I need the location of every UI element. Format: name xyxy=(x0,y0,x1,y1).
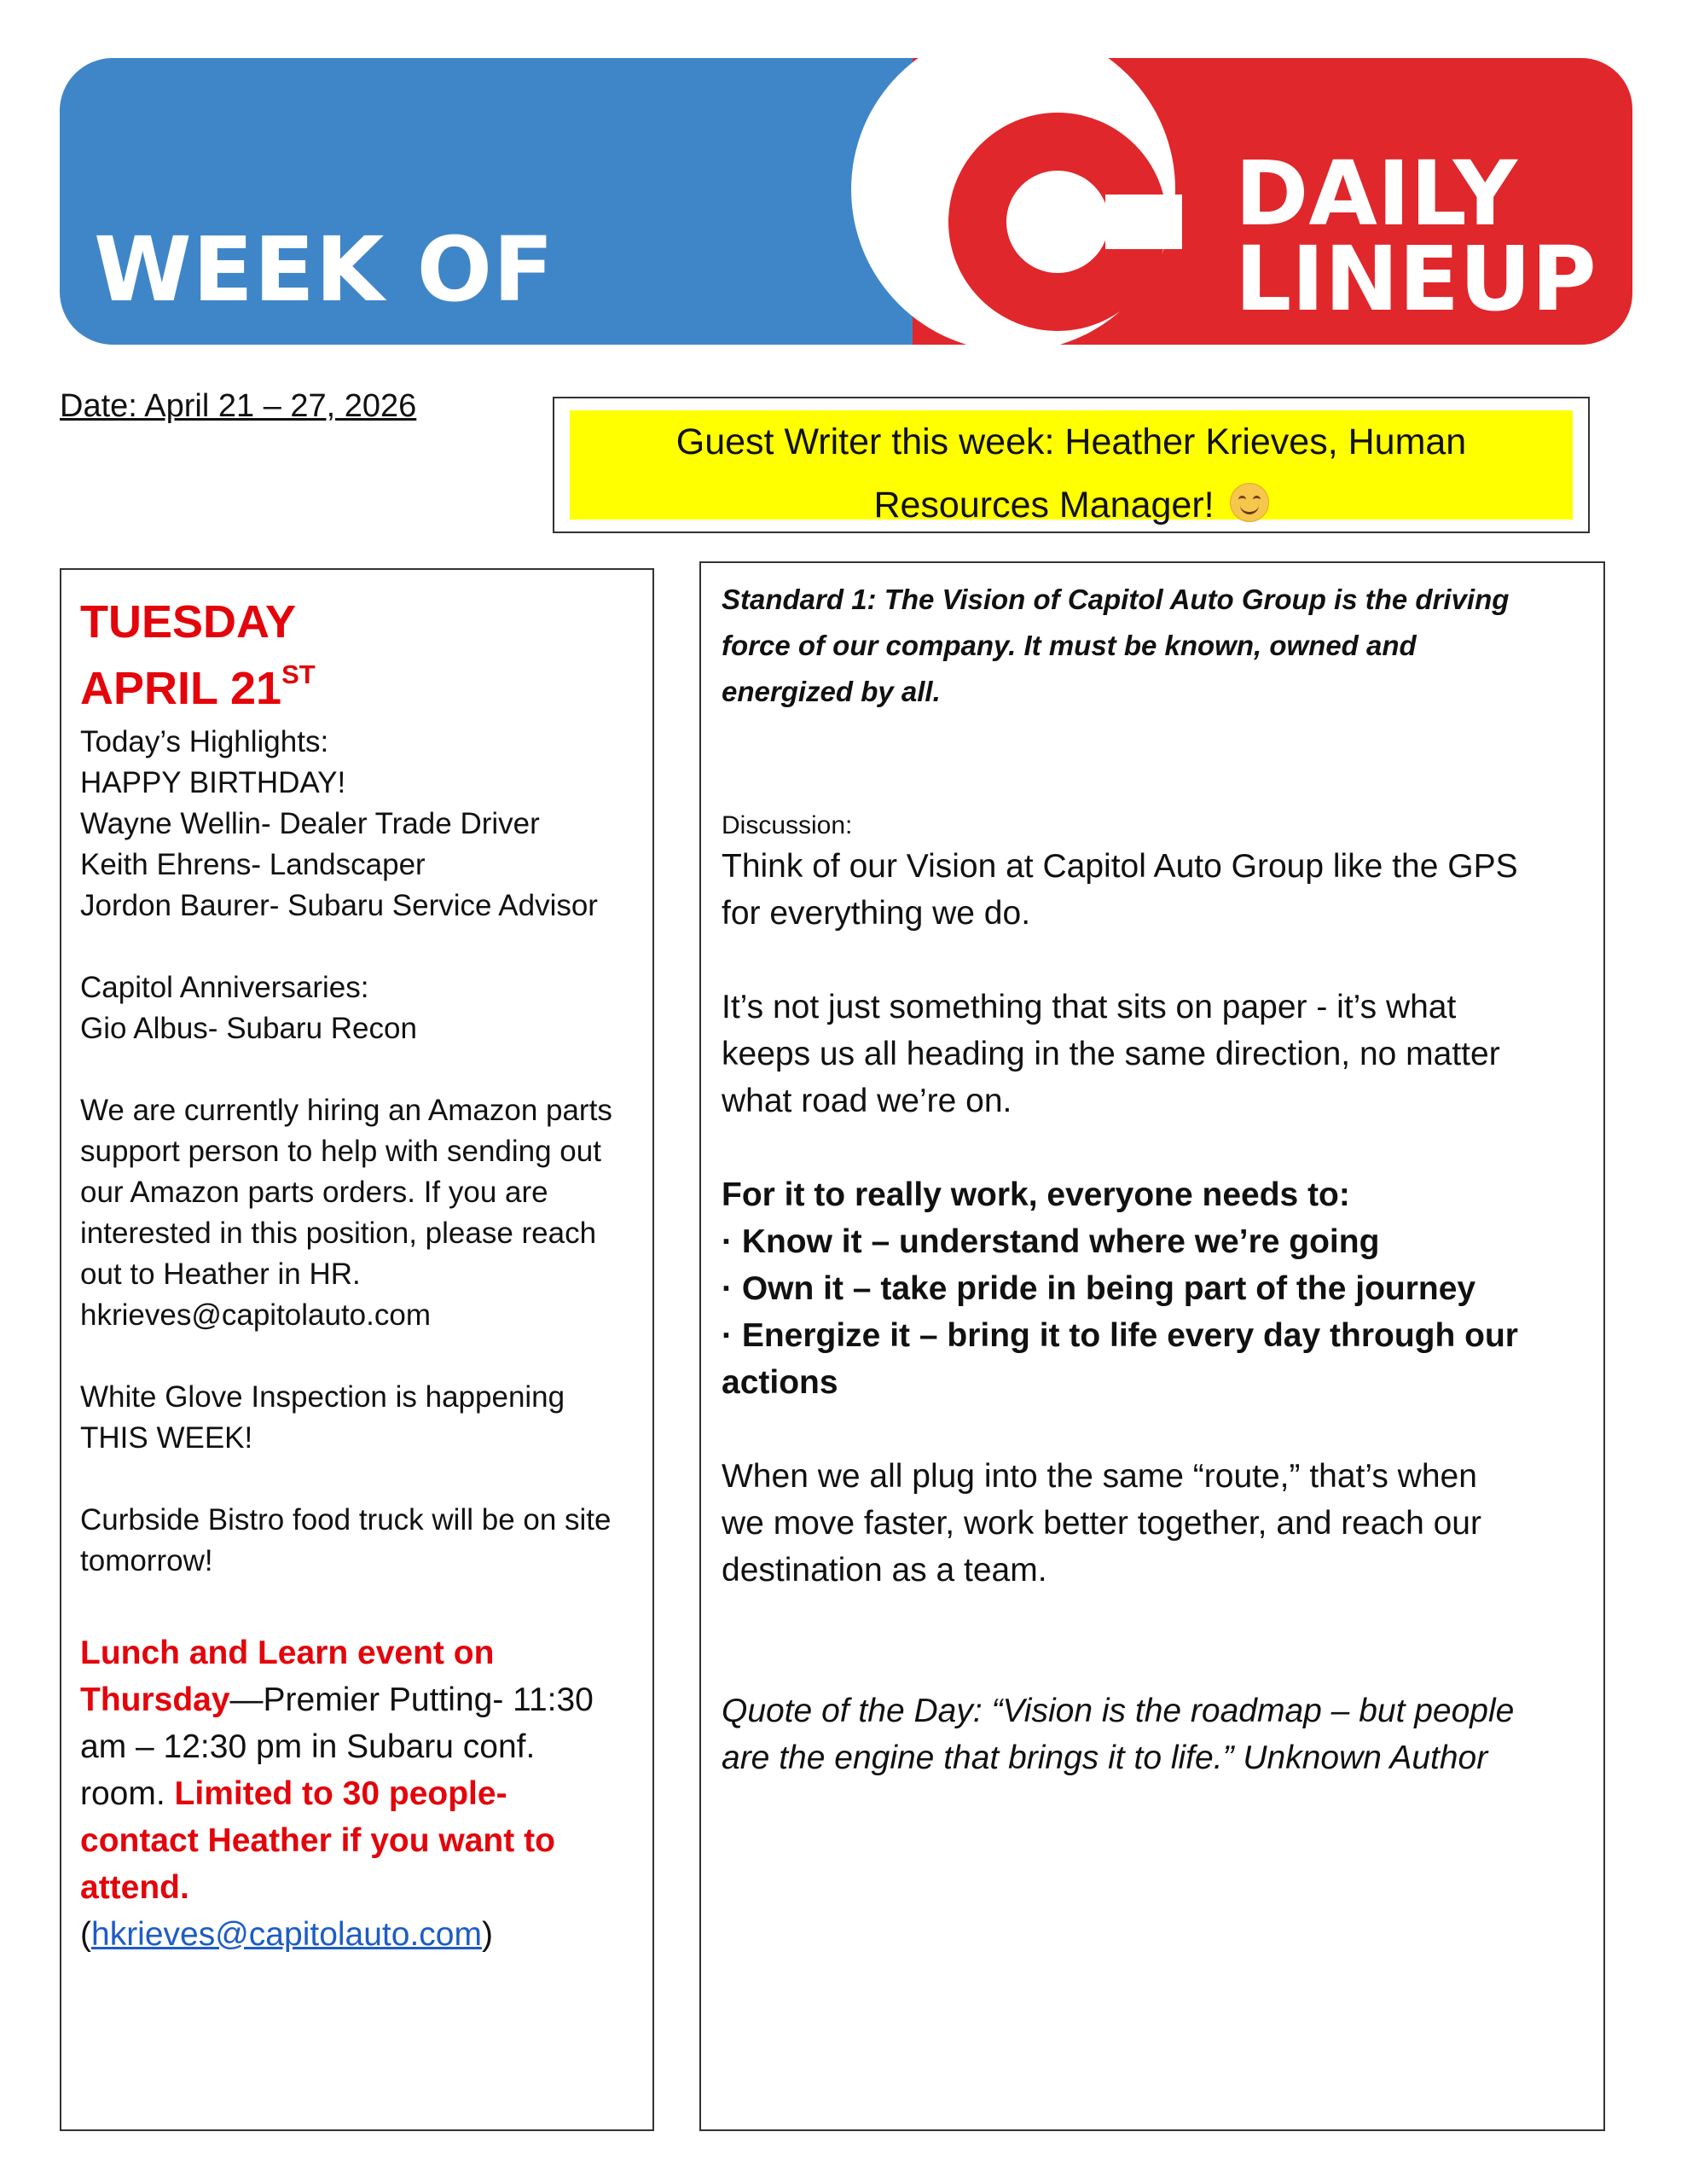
quote-of-the-day: Quote of the Day: “Vision is the roadmap – but people xyxy=(722,1693,1515,1729)
hiring-email: hkrieves@capitolauto.com xyxy=(80,1298,431,1332)
quote-of-the-day: are the engine that brings it to life.” Unknown Author xyxy=(722,1740,1488,1776)
birthday-item: Jordon Baurer- Subaru Service Advisor xyxy=(80,889,598,922)
curbside-line: tomorrow! xyxy=(80,1544,213,1577)
lunch-learn-line xyxy=(80,1676,634,1723)
standard-line: Standard 1: The Vision of Capitol Auto Group is the driving xyxy=(722,584,1510,615)
discussion-line: When we all plug into the same “route,” that’s when xyxy=(722,1458,1477,1495)
lunch-learn-attend: attend. xyxy=(80,1869,189,1906)
anniversary-item: Gio Albus- Subaru Recon xyxy=(80,1012,417,1045)
curbside-line: Curbside Bistro food truck will be on site xyxy=(80,1503,612,1536)
day-date: APRIL 21 xyxy=(80,663,282,714)
lunch-learn-limit: Limited to 30 people- xyxy=(174,1775,507,1812)
vision-step: · Know it – understand where we’re going xyxy=(722,1223,1380,1260)
birthday-item: Wayne Wellin- Dealer Trade Driver xyxy=(80,807,540,840)
hiring-line: We are currently hiring an Amazon parts xyxy=(80,1094,612,1127)
capitol-logo-gap xyxy=(1105,195,1182,249)
lunch-learn-room: room. xyxy=(80,1775,175,1812)
guest-line-1: Guest Writer this week: Heather Krieves, Human xyxy=(675,421,1467,462)
hiring-line: support person to help with sending out xyxy=(80,1135,601,1168)
birthday-label: HAPPY BIRTHDAY! xyxy=(80,766,346,799)
discussion-label: Discussion: xyxy=(722,811,853,839)
discussion-line: what road we’re on. xyxy=(722,1083,1012,1119)
guest-line-2-wrap xyxy=(570,473,1573,537)
lunch-learn-day: Thursday xyxy=(80,1682,230,1718)
daily-word: DAILY xyxy=(1235,142,1517,246)
lunch-learn-text: —Premier Putting- 11:30 xyxy=(229,1682,594,1718)
capitol-logo-inner xyxy=(1006,171,1109,273)
birthday-item: Keith Ehrens- Landscaper xyxy=(80,848,426,881)
lineup-word: LINEUP xyxy=(1235,226,1597,331)
hiring-line: our Amazon parts orders. If you are xyxy=(80,1176,548,1209)
guest-line-2: Resources Manager! xyxy=(873,485,1215,526)
lunch-learn-line xyxy=(80,1770,634,1817)
day-date-wrap xyxy=(80,655,634,722)
white-glove-line: White Glove Inspection is happening xyxy=(80,1380,565,1414)
day-heading xyxy=(80,589,634,722)
open-paren: ( xyxy=(80,1916,91,1953)
standard-discussion-column xyxy=(699,561,1605,2131)
vision-steps-heading: For it to really work, everyone needs to: xyxy=(722,1176,1350,1213)
discussion-line: for everything we do. xyxy=(722,895,1031,932)
smiling-face-icon xyxy=(1230,483,1269,522)
week-of-title: WEEK OF xyxy=(94,218,555,322)
date-range: Date: April 21 – 27, 2026 xyxy=(60,388,417,424)
vision-step: · Own it – take pride in being part of the journey xyxy=(722,1270,1476,1307)
header-banner xyxy=(60,58,1632,345)
discussion-line: It’s not just something that sits on paper - it’s what xyxy=(722,989,1457,1025)
vision-step: actions xyxy=(722,1364,838,1401)
lunch-learn-time: am – 12:30 pm in Subaru conf. xyxy=(80,1728,536,1765)
guest-writer-highlight xyxy=(570,410,1573,526)
white-glove-line: THIS WEEK! xyxy=(80,1421,253,1455)
standard-line: force of our company. It must be known, owned and xyxy=(722,630,1417,661)
daily-lineup-title xyxy=(1235,142,1597,331)
discussion-line: Think of our Vision at Capitol Auto Group like the GPS xyxy=(722,848,1518,885)
hr-email-link[interactable]: hkrieves@capitolauto.com xyxy=(91,1916,482,1953)
standard-line: energized by all. xyxy=(722,676,941,707)
daily-highlights-column xyxy=(60,568,654,2131)
discussion-line: keeps us all heading in the same direction, no matter xyxy=(722,1036,1500,1072)
lunch-learn-contact: contact Heather if you want to xyxy=(80,1822,555,1859)
anniversaries-label: Capitol Anniversaries: xyxy=(80,971,369,1004)
vision-step: · Energize it – bring it to life every day through our xyxy=(722,1317,1518,1354)
guest-writer-box xyxy=(553,397,1590,533)
lunch-learn-title: Lunch and Learn event on xyxy=(80,1635,495,1671)
close-paren: ) xyxy=(481,1916,493,1953)
day-date-suffix: ST xyxy=(281,659,316,689)
lunch-learn-email-line xyxy=(80,1911,634,1958)
hiring-line: out to Heather in HR. xyxy=(80,1258,361,1291)
discussion-line: we move faster, work better together, and reach our xyxy=(722,1505,1481,1542)
hiring-line: interested in this position, please reach xyxy=(80,1217,597,1250)
discussion-line: destination as a team. xyxy=(722,1552,1047,1589)
highlights-label: Today’s Highlights: xyxy=(80,725,329,758)
day-name: TUESDAY xyxy=(80,596,297,648)
